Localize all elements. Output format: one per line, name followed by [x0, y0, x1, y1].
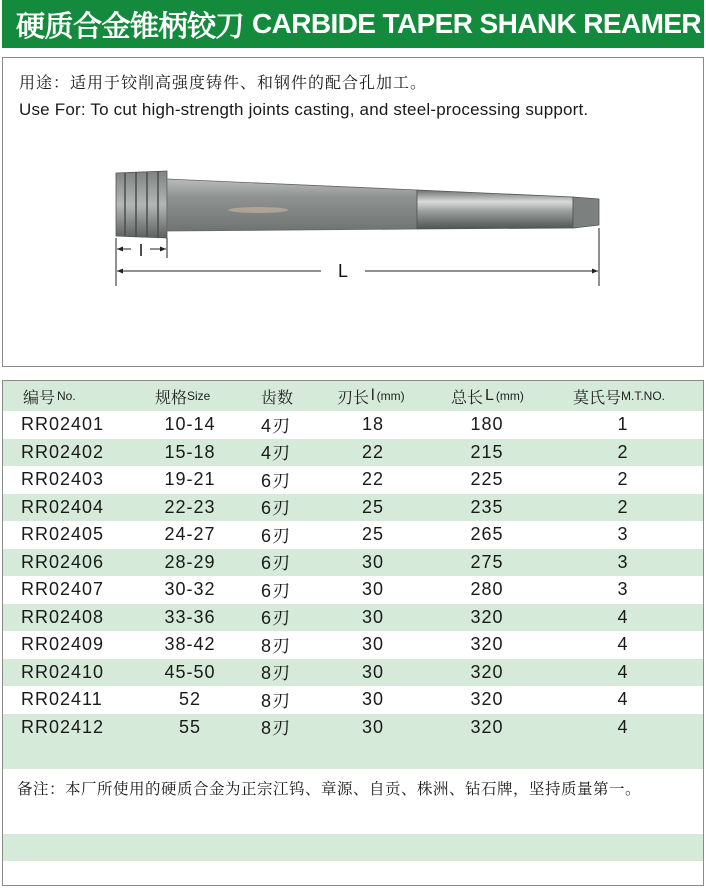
cell-teeth: 8刃: [261, 718, 292, 739]
title-en: CARBIDE TAPER SHANK REAMER: [252, 8, 702, 39]
cell-total-length: 215: [470, 441, 504, 462]
header-l-sym: l: [371, 387, 375, 404]
table-row: [3, 714, 703, 742]
reamer-drawing: [3, 58, 703, 366]
cell-no: RR02405: [21, 524, 105, 545]
cell-teeth: 4刃: [261, 415, 292, 436]
spec-table: [2, 380, 704, 886]
cell-blade-length: 22: [361, 441, 385, 462]
cell-no: RR02408: [21, 606, 105, 627]
cell-size: 55: [178, 716, 202, 737]
blank-stripe: [3, 834, 703, 861]
cell-morse-no: 2: [617, 496, 629, 517]
cell-no: RR02404: [21, 496, 105, 517]
cell-size: 28-29: [164, 551, 216, 572]
cell-total-length: 320: [470, 634, 504, 655]
cell-morse-no: 4: [617, 634, 629, 655]
cell-total-length: 275: [470, 551, 504, 572]
cell-size: 33-36: [164, 606, 216, 627]
cell-morse-no: 4: [617, 661, 629, 682]
header-teeth: [261, 381, 293, 411]
cell-no: RR02410: [21, 661, 105, 682]
table-row: [3, 659, 703, 687]
cell-total-length: 265: [470, 524, 504, 545]
table-row: [3, 466, 703, 494]
cell-teeth: 6刃: [261, 525, 292, 546]
cell-no: RR02411: [21, 689, 103, 710]
cell-teeth: 4刃: [261, 443, 292, 464]
cell-total-length: 320: [470, 661, 504, 682]
taper-shank: [417, 190, 573, 229]
cell-morse-no: 3: [617, 551, 629, 572]
cell-size: 19-21: [164, 469, 216, 490]
cell-no: RR02409: [21, 634, 105, 655]
table-row: [3, 576, 703, 604]
header-total-length: [451, 381, 524, 411]
cell-size: 15-18: [164, 441, 216, 462]
table-row: [3, 604, 703, 632]
cell-morse-no: 4: [617, 716, 629, 737]
cell-total-length: 280: [470, 579, 504, 600]
cell-morse-no: 2: [617, 469, 629, 490]
cell-morse-no: 3: [617, 579, 629, 600]
cell-blade-length: 30: [361, 551, 385, 572]
header-size-en: Size: [187, 389, 211, 403]
table-header: [3, 381, 703, 411]
dimension-L-label: L: [337, 261, 349, 281]
table-row: [3, 549, 703, 577]
header-morse: [573, 381, 665, 411]
header-mt-cn: 莫氏号: [573, 387, 622, 407]
usage-text-cn: 用途：适用于铰削高强度铸件、和钢件的配合孔加工。: [19, 73, 428, 92]
cell-morse-no: 4: [617, 606, 629, 627]
page-header: [2, 0, 704, 48]
cell-blade-length: 30: [361, 661, 385, 682]
cell-no: RR02412: [21, 716, 105, 737]
blank-stripe: [3, 861, 703, 888]
usage-text-en: Use For: To cut high-strength joints casting, and steel-processing support.: [19, 100, 589, 119]
header-no: [23, 381, 76, 411]
cell-blade-length: 22: [361, 469, 385, 490]
blank-stripe: [3, 807, 703, 834]
header-L-cn: 总长: [451, 387, 484, 407]
cell-morse-no: 2: [617, 441, 629, 462]
cell-teeth: 6刃: [261, 608, 292, 629]
table-row: [3, 686, 703, 714]
cell-blade-length: 18: [361, 414, 385, 435]
dimension-l-label: l: [139, 241, 143, 260]
cell-blade-length: 30: [361, 689, 385, 710]
remark-note: 备注：本厂所使用的硬质合金为正宗江钨、章源、自贡、株洲、钻石牌，坚持质量第一。: [3, 769, 703, 807]
cell-size: 10-14: [164, 414, 216, 435]
cell-no: RR02402: [21, 441, 105, 462]
cell-total-length: 320: [470, 689, 504, 710]
cell-blade-length: 30: [361, 716, 385, 737]
cell-morse-no: 4: [617, 689, 629, 710]
product-panel: [2, 57, 704, 367]
header-L-unit: (mm): [495, 389, 524, 403]
table-row: [3, 411, 703, 439]
cell-size: 22-23: [164, 496, 216, 517]
cell-blade-length: 30: [361, 606, 385, 627]
cell-blade-length: 30: [361, 634, 385, 655]
cell-teeth: 6刃: [261, 580, 292, 601]
cell-teeth: 6刃: [261, 553, 292, 574]
blank-row: [3, 741, 703, 769]
cell-no: RR02406: [21, 551, 105, 572]
table-row: [3, 521, 703, 549]
cell-no: RR02407: [21, 579, 105, 600]
cell-total-length: 320: [470, 716, 504, 737]
header-no-cn: 编号: [23, 387, 56, 407]
cell-teeth: 8刃: [261, 690, 292, 711]
cell-blade-length: 25: [361, 524, 385, 545]
cell-no: RR02403: [21, 469, 105, 490]
header-L-sym: L: [485, 387, 494, 404]
cell-size: 38-42: [164, 634, 216, 655]
dimension-L: [116, 228, 599, 286]
cutting-head: [116, 171, 167, 238]
header-l-cn: 刃长: [337, 387, 370, 407]
header-mt-en: M.T.NO.: [621, 389, 666, 403]
cell-size: 45-50: [164, 661, 216, 682]
cell-teeth: 8刃: [261, 663, 292, 684]
header-l-unit: (mm): [376, 389, 405, 403]
shank-body: [167, 179, 417, 231]
cell-total-length: 225: [470, 469, 504, 490]
header-size-cn: 规格: [155, 387, 188, 407]
header-teeth-cn: 齿数: [261, 387, 294, 407]
cell-total-length: 180: [470, 414, 504, 435]
cell-size: 24-27: [164, 524, 216, 545]
cell-total-length: 235: [470, 496, 504, 517]
cell-morse-no: 3: [617, 524, 629, 545]
cell-teeth: 6刃: [261, 470, 292, 491]
table-row: [3, 631, 703, 659]
cell-teeth: 6刃: [261, 498, 292, 519]
cell-blade-length: 30: [361, 579, 385, 600]
cell-no: RR02401: [21, 414, 105, 435]
header-blade-length: [337, 381, 405, 411]
cell-morse-no: 1: [617, 414, 629, 435]
table-row: [3, 439, 703, 467]
table-body: [3, 411, 703, 741]
cell-teeth: 8刃: [261, 635, 292, 656]
header-size: [155, 381, 210, 411]
tang: [573, 197, 599, 228]
header-no-en: No.: [57, 389, 76, 403]
cell-total-length: 320: [470, 606, 504, 627]
cell-blade-length: 25: [361, 496, 385, 517]
cell-size: 52: [178, 689, 202, 710]
cell-size: 30-32: [164, 579, 216, 600]
title-cn: 硬质合金锥柄铰刀: [16, 8, 245, 43]
table-row: [3, 494, 703, 522]
